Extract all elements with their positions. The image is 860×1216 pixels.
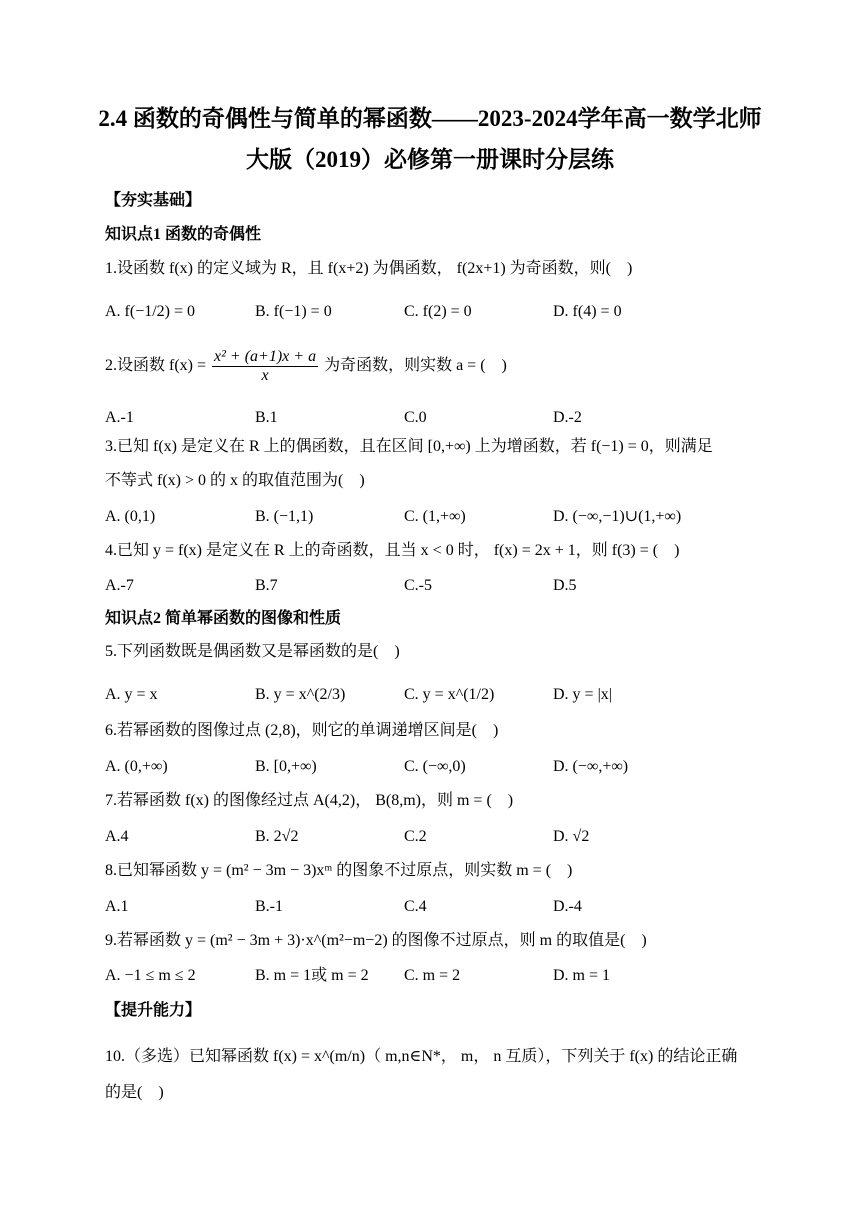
question-7-stem: 7.若幂函数 f(x) 的图像经过点 A(4,2)， B(8,m)，则 m = ( ) xyxy=(105,792,514,809)
question-9-options xyxy=(105,964,765,990)
option: C.-5 xyxy=(404,577,432,594)
option: A. (0,+∞) xyxy=(105,758,168,775)
question-3-stem-line2: 不等式 f(x) > 0 的 x 的取值范围为( ) xyxy=(105,472,365,489)
option: B.1 xyxy=(255,409,278,426)
doc-title-line2: 大版（2019）必修第一册课时分层练 xyxy=(246,147,614,172)
option: D.-4 xyxy=(553,898,582,915)
option: D.-2 xyxy=(553,409,582,426)
option: B. [0,+∞) xyxy=(255,758,317,775)
question-1-options xyxy=(105,300,765,326)
question-4-stem: 4.已知 y = f(x) 是定义在 R 上的奇函数，且当 x < 0 时， f(x) = 2x + 1，则 f(3) = ( ) xyxy=(105,542,680,559)
option: D. (−∞,+∞) xyxy=(553,758,629,775)
question-2-prefix: 2.设函数 f(x) = xyxy=(105,357,211,375)
option: A. f(−1/2) = 0 xyxy=(105,303,196,320)
question-5-options xyxy=(105,683,765,709)
option: A.1 xyxy=(105,898,129,915)
fraction xyxy=(212,348,318,385)
question-6-options xyxy=(105,755,765,781)
question-2-options xyxy=(105,406,765,432)
option: C. m = 2 xyxy=(404,967,461,984)
option: D.5 xyxy=(553,577,577,594)
question-3-stem: 3.已知 f(x) 是定义在 R 上的偶函数，且在区间 [0,+∞) 上为增函数，若 f(−1) = 0，则满足 xyxy=(105,438,713,455)
option: D. m = 1 xyxy=(553,967,611,984)
question-2-stem xyxy=(105,348,507,385)
question-8-options xyxy=(105,895,765,921)
fraction-denominator: x xyxy=(261,367,269,384)
option: B.7 xyxy=(255,577,278,594)
option: B. m = 1或 m = 2 xyxy=(255,967,369,984)
option: B. (−1,1) xyxy=(255,508,314,525)
question-2-suffix: 为奇函数，则实数 a = ( ) xyxy=(320,357,507,375)
option: A.4 xyxy=(105,828,129,845)
option: D. y = |x| xyxy=(553,686,612,703)
question-9-stem: 9.若幂函数 y = (m² − 3m + 3)·x^(m²−m−2) 的图像不过原点，则 m 的取值是( ) xyxy=(105,932,647,949)
question-4-options xyxy=(105,574,765,600)
option: B. f(−1) = 0 xyxy=(255,303,332,320)
question-10-stem-line2: 的是( ) xyxy=(105,1084,164,1101)
fraction-numerator: x² + (a+1)x + a xyxy=(214,348,317,365)
question-7-options xyxy=(105,825,765,851)
option: C. (−∞,0) xyxy=(404,758,466,775)
section-improve: 【提升能力】 xyxy=(105,1002,202,1019)
knowledge-point-1: 知识点1 函数的奇偶性 xyxy=(105,226,262,243)
option: C. (1,+∞) xyxy=(404,508,466,525)
option: A. (0,1) xyxy=(105,508,156,525)
option: C.2 xyxy=(404,828,427,845)
question-6-stem: 6.若幂函数的图像过点 (2,8)，则它的单调递增区间是( ) xyxy=(105,722,499,739)
option: A.-1 xyxy=(105,409,134,426)
option: D. f(4) = 0 xyxy=(553,303,622,320)
option: D. √2 xyxy=(553,828,590,845)
option: A. y = x xyxy=(105,686,158,703)
question-1-stem: 1.设函数 f(x) 的定义域为 R，且 f(x+2) 为偶函数， f(2x+1) 为奇函数，则( ) xyxy=(105,260,633,277)
option: C. y = x^(1/2) xyxy=(404,686,495,703)
question-10-stem: 10.（多选）已知幂函数 f(x) = x^(m/n)（ m,n∈N*， m， n 互质），下列关于 f(x) 的结论正确 xyxy=(105,1048,738,1065)
doc-title-line1: 2.4 函数的奇偶性与简单的幂函数——2023-2024学年高一数学北师 xyxy=(98,106,762,131)
option: C.0 xyxy=(404,409,427,426)
option: A.-7 xyxy=(105,577,134,594)
option: B.-1 xyxy=(255,898,283,915)
option: D. (−∞,−1)∪(1,+∞) xyxy=(553,508,682,525)
option: C. f(2) = 0 xyxy=(404,303,472,320)
knowledge-point-2: 知识点2 简单幂函数的图像和性质 xyxy=(105,610,342,627)
option: A. −1 ≤ m ≤ 2 xyxy=(105,967,196,984)
question-3-options xyxy=(105,505,765,531)
section-basic: 【夯实基础】 xyxy=(105,192,202,209)
question-8-stem: 8.已知幂函数 y = (m² − 3m − 3)xᵐ 的图象不过原点，则实数 m = ( ) xyxy=(105,862,573,879)
option: B. 2√2 xyxy=(255,828,299,845)
question-5-stem: 5.下列函数既是偶函数又是幂函数的是( ) xyxy=(105,643,400,660)
option: C.4 xyxy=(404,898,427,915)
option: B. y = x^(2/3) xyxy=(255,686,346,703)
